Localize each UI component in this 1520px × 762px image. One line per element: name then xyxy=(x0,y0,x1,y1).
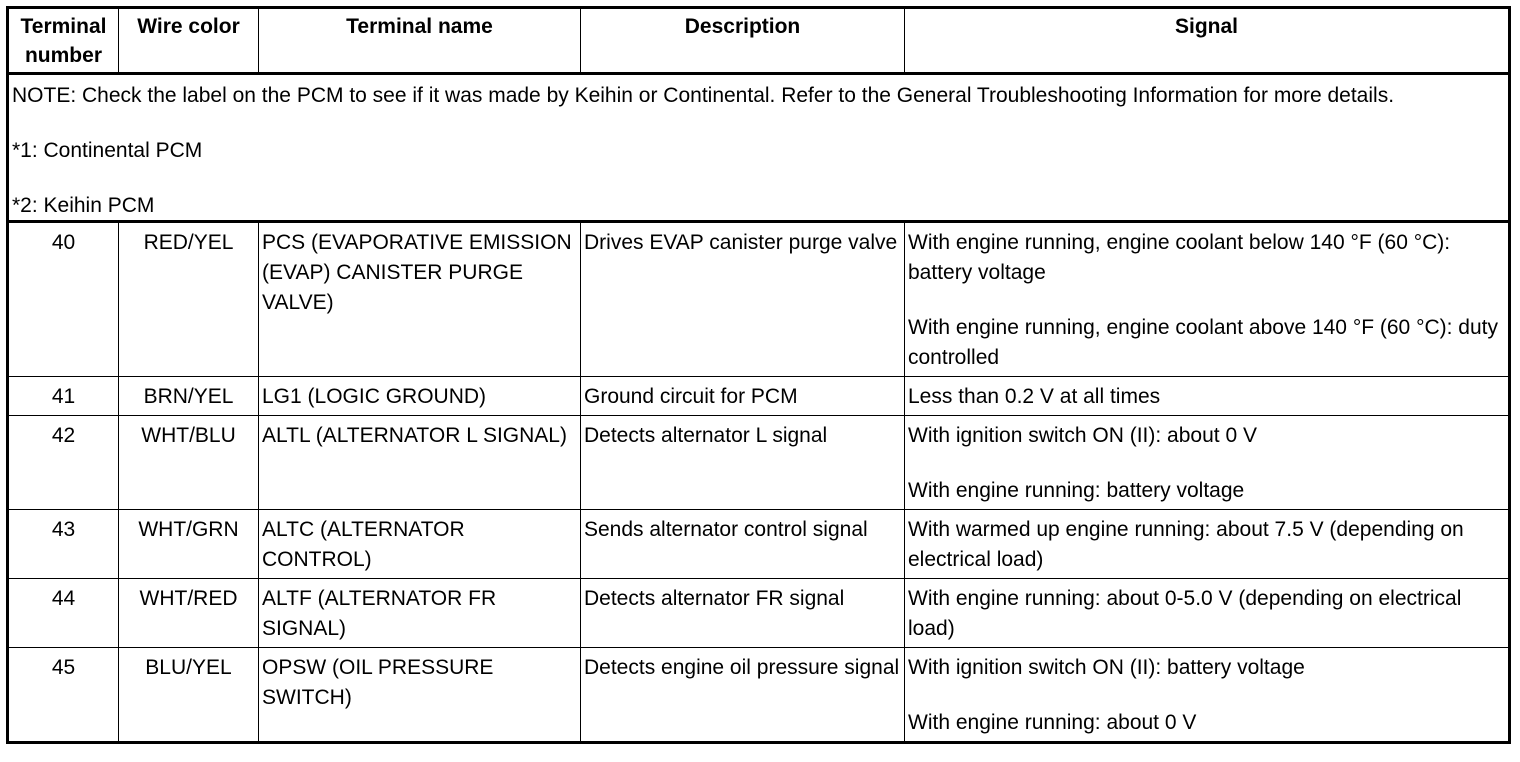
terminal-name: ALTL (ALTERNATOR L SIGNAL) xyxy=(259,416,581,510)
note-row xyxy=(8,74,1510,222)
note-cell xyxy=(8,74,1510,222)
terminal-number: 41 xyxy=(8,377,119,416)
table-row xyxy=(8,648,1510,743)
wire-color: BLU/YEL xyxy=(119,648,259,743)
note-keihin: *2: Keihin PCM xyxy=(12,194,155,217)
signal-line: With engine running: about 0 V xyxy=(908,711,1197,734)
table-row xyxy=(8,377,1510,416)
terminal-number: 45 xyxy=(8,648,119,743)
signal xyxy=(905,377,1510,416)
terminal-name: PCS (EVAPORATIVE EMISSION (EVAP) CANISTER PURGE VALVE) xyxy=(259,222,581,377)
description: Ground circuit for PCM xyxy=(581,377,905,416)
terminal-number: 43 xyxy=(8,510,119,579)
description: Detects alternator L signal xyxy=(581,416,905,510)
wire-color: WHT/GRN xyxy=(119,510,259,579)
table-row xyxy=(8,222,1510,377)
terminal-name: ALTC (ALTERNATOR CONTROL) xyxy=(259,510,581,579)
signal xyxy=(905,648,1510,743)
note-continental: *1: Continental PCM xyxy=(12,139,203,162)
signal-line: With ignition switch ON (II): battery voltage xyxy=(908,656,1305,679)
signal-line: With engine running: about 0-5.0 V (depending on electrical load) xyxy=(908,587,1462,640)
description: Detects alternator FR signal xyxy=(581,579,905,648)
description: Detects engine oil pressure signal xyxy=(581,648,905,743)
header-description: Description xyxy=(581,8,905,74)
header-wire-color: Wire color xyxy=(119,8,259,74)
signal xyxy=(905,416,1510,510)
description: Drives EVAP canister purge valve xyxy=(581,222,905,377)
table-row xyxy=(8,510,1510,579)
header-terminal-name: Terminal name xyxy=(259,8,581,74)
wire-color: RED/YEL xyxy=(119,222,259,377)
header-terminal-number: Terminal number xyxy=(8,8,119,74)
wire-color: WHT/RED xyxy=(119,579,259,648)
signal xyxy=(905,222,1510,377)
terminal-name: OPSW (OIL PRESSURE SWITCH) xyxy=(259,648,581,743)
note-text: NOTE: Check the label on the PCM to see if it was made by Keihin or Continental. Refer to the General Troubleshooting Information for more details. xyxy=(12,84,1395,107)
terminal-name: LG1 (LOGIC GROUND) xyxy=(259,377,581,416)
signal-line: With engine running: battery voltage xyxy=(908,479,1245,502)
terminal-table-container xyxy=(6,6,1511,744)
table-row xyxy=(8,416,1510,510)
signal-line: With ignition switch ON (II): about 0 V xyxy=(908,424,1257,447)
signal-line: With engine running, engine coolant below 140 °F (60 °C): battery voltage xyxy=(908,231,1451,284)
signal xyxy=(905,579,1510,648)
pcm-terminal-table xyxy=(6,6,1511,744)
signal-line: With engine running, engine coolant above 140 °F (60 °C): duty controlled xyxy=(908,316,1498,369)
table-row xyxy=(8,579,1510,648)
terminal-number: 44 xyxy=(8,579,119,648)
header-row xyxy=(8,8,1510,74)
signal-line: Less than 0.2 V at all times xyxy=(908,385,1161,408)
terminal-number: 40 xyxy=(8,222,119,377)
header-signal: Signal xyxy=(905,8,1510,74)
signal-line: With warmed up engine running: about 7.5 V (depending on electrical load) xyxy=(908,518,1464,571)
terminal-number: 42 xyxy=(8,416,119,510)
wire-color: BRN/YEL xyxy=(119,377,259,416)
description: Sends alternator control signal xyxy=(581,510,905,579)
signal xyxy=(905,510,1510,579)
wire-color: WHT/BLU xyxy=(119,416,259,510)
terminal-name: ALTF (ALTERNATOR FR SIGNAL) xyxy=(259,579,581,648)
